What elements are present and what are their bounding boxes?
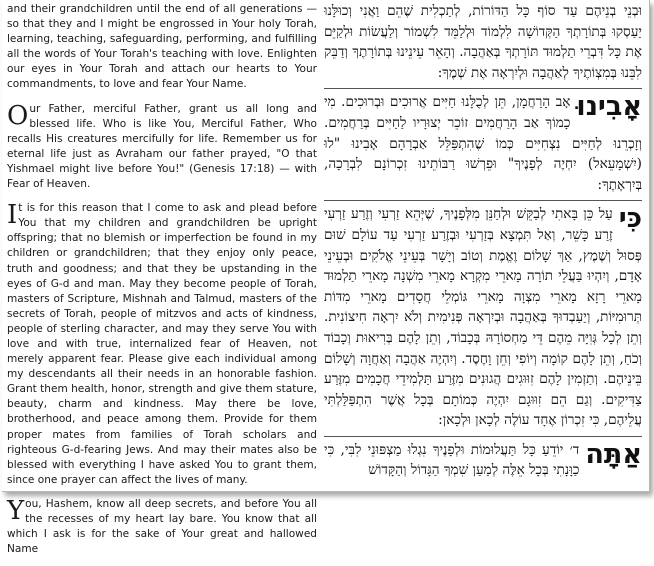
english-paragraph-text: ur Father, merciful Father, grant us all long and blessed life. Who is like You, Merciful Father, Who recalls His creatures mercifully for life. Remember us for eternal life just as Avraham our father prayed, "O that Yishmael might live before You!" (Genesis 17:18) — with Fear of Heaven. [7,102,317,191]
drop-cap: O [7,100,29,131]
divider [324,200,642,201]
english-paragraph-our-father [7,102,317,193]
divider [324,88,642,89]
english-paragraph-you-hashem [7,497,317,557]
english-paragraph-text: ou, Hashem, know all deep secrets, and before You all the recesses of my heart lay bare. You know that all which I ask is for the sake of Your great and hallowed Name [7,497,317,556]
hebrew-paragraph-text: ד׳ יוֹדֵעַ כָּל תַּעֲלוּמוֹת וּלְפָנֶיךָ נִגְלוּ מַצְפּוּנֵי לִבִּי, כִּי כַוָּנָתִי בְּכָל אֵלֶּה לְמַעַן שִׁמְךָ הַגָּדוֹל וְהַקָּדוֹשׁ [324,441,580,479]
hebrew-paragraph-text: עַל כֵּן בָּאתִי לְבַקֵּשׁ וּלְחַנֵּן מִלְּפָנֶיךָ, שֶׁיְּהֵא זַרְעִי וְזֶרַע זַרְעִי זֶרַע כָּשֵׁר, וְאַל תִּמְצָא בְּזַרְעִי וּבְזֶרַע זַרְעִי עַד עוֹלָם שׁוּם פְּסוּל וְשֶׁמֶץ, אַךְ שָׁלוֹם וֶאֱמֶת וְטוֹב וְיָשָׁר בְּעֵינֵי אֱלֹקִים וּבְעֵינֵי אָדָם, וְיִהְיוּ בַּעֲלֵי תוֹרָה מָארֵי מִקְרָא מָארֵי מִשְׁנָה מָארֵי תַלְמוּד מָארֵי רָזָא מָארֵי מִצְוָה מָארֵי גּוֹמְלֵי חֲסָדִים מָארֵי מִדּוֹת תְּרוּמִיּוֹת, וְיַעַבְדוּךָ בְּאַהֲבָה וּבְיִרְאָה פְּנִימִית וְלֹא יִרְאָה חִיצוֹנִית. וְתֵן לְכָל גְּוִיָּה מֵהֶם דֵּי מַחְסוֹרָהּ בְּכָבוֹד, וְתֵן לָהֶם בְּרִיאוּת וְכָבוֹד וְכֹחַ, וְתֵן לָהֶם קוֹמָה וְיוֹפִי וְחֵן וָחֶסֶד. וְיִהְיֶה אַהֲבָה וְאַחֲוָה וְשָׁלוֹם בֵּינֵיהֶם. וְתַזְמִין לָהֶם זִוּוּגִים הֲגוּנִים מִזֶּרַע תַּלְמִידֵי חֲכָמִים מִזֶּרַע צַדִּיקִים. וְגַם הֵם זִוּוּגָם יִהְיֶה כְּמוֹתָם בְּכָל אֲשֶׁר הִתְפַּלַּלְתִּי עֲלֵיהֶם, כִּי זִכְרוֹן אֶחָד עוֹלֶה לְכָאן וּלְכָאן: [324,206,642,429]
hebrew-column [324,1,642,486]
hebrew-paragraph-text: אָב הָרַחֲמָן, תֵּן לְכֻלָּנוּ חַיִּים אֲרוּכִים וּבְרוּכִים. מִי כָמוֹךָ אַב הָרַחֲמִים זוֹכֵר יְצוּרָיו לַחַיִּים בְּרַחֲמִים. וְזָכְרֵנוּ לְחַיִּים נִצְחִיִּים כְּמוֹ שֶׁהִתְפַּלֵּל אַבְרָהָם אָבִינוּ "לוּ (יִשְׁמָעֵאל) יִחְיֶה לְפָנֶיךָ" וּפֵרְשׁוּ רַבּוֹתֵינוּ זִכְרוֹנָם לִבְרָכָה, בְּיִרְאָתֶךָ: [324,94,642,193]
english-paragraph-continuation: and their grandchildren until the end of all generations — so that they and I might be engrossed in Your holy Torah, learning, teaching, safeguarding, performing, and fulfilling all the words of Your Torah's teaching with love. Enlighten our eyes in Your Torah and attach our hearts to Your commandments, to love and fear Your Name. [7,3,317,91]
english-paragraph-text: t is for this reason that I come to ask and plead before You that my children and grandchildren be upright offspring; that no blemish or imperfection be found in my children or grandchildren; that they enjoy only peace, truth and goodness; and that they be upstanding in the eyes of G-d and man. May they become people of Torah, masters of Scripture, Mishnah and Talmud, masters of the secrets of Torah, people of mitzvos and acts of kindness, people of sterling character, and may they serve You with love and with true, internalized fear of Heaven, not merely apparent fear. Please give each individual among my descendants all their needs in an honorable fashion. Grant them health, honor, strength and give them stature, beauty, charm and kindness. May there be love, brotherhood, and peace among them. Provide for them proper mates from families of Torah scholars and righteous G-d-fearing Jews. And may their mates also be blessed with everything I have asked You to grant them, since one prayer can affect the lives of many. [7,202,317,486]
drop-cap: Y [7,495,25,526]
hebrew-paragraph-avinu [324,92,642,195]
hebrew-paragraph-ki [324,204,642,431]
hebrew-paragraph-atah [324,440,642,481]
drop-cap: I [7,200,18,231]
hebrew-opening-word: אָבִינוּ [576,91,642,123]
hebrew-opening-word: אַתָּה [585,438,642,470]
english-column [7,2,317,566]
hebrew-paragraph-continuation: וּבְנֵי בְנֵיהֶם עַד סוֹף כָּל הַדּוֹרוֹת, לְתַכְלִית שֶׁהֵם וַאֲנִי וְכוּלָּנוּ יַעַסְקוּ בְּתוֹרָתְךָ הַקְּדוֹשָׁה לִלְמוֹד וּלְלַמֵּד לִשְׁמוֹר וְלַעֲשׂוֹת וּלְקַיֵּם אֶת כָּל דִּבְרֵי תַלְמוּד תּוֹרָתְךָ בְּאַהֲבָה. וְהָאֵר עֵינֵינוּ בְּתוֹרָתֶךָ וְדַבֵּק לִבֵּנוּ בְּמִצְוֹתֶיךָ לְאַהֲבָה וּלְיִרְאָה אֶת שְׁמֶךָ: [324,3,642,81]
english-paragraph-reason [7,201,317,488]
page-frame [2,0,650,556]
divider [324,436,642,437]
hebrew-opening-word: כִּי [618,203,642,235]
